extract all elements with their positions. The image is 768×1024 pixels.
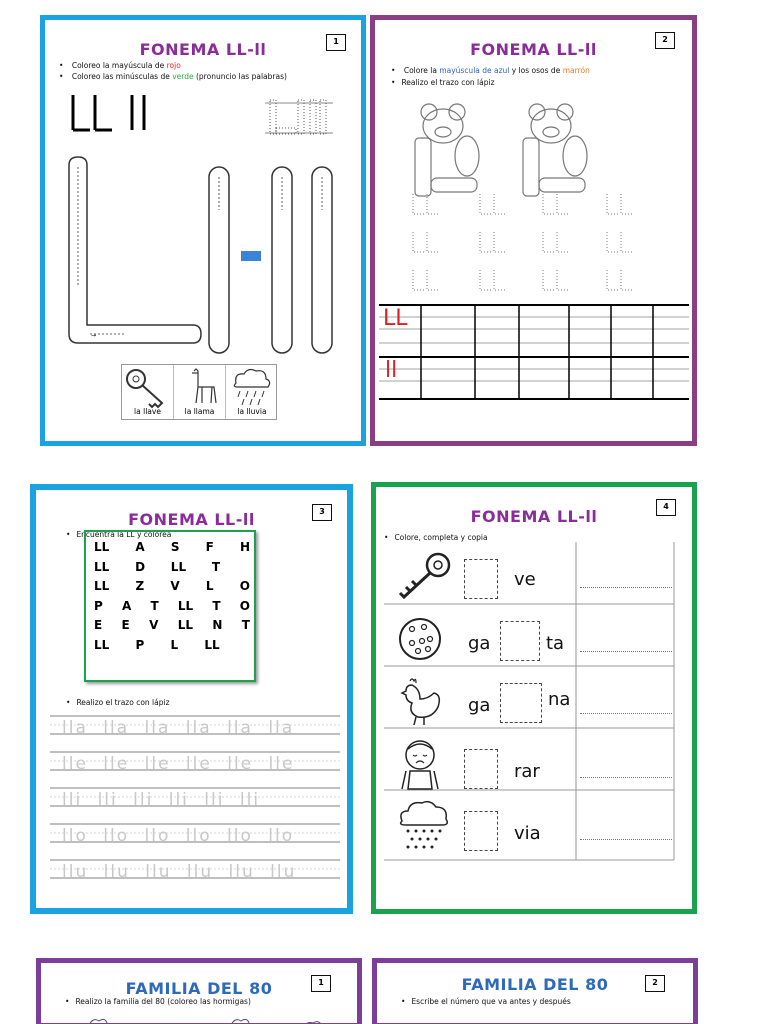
picture-label: la lluvia bbox=[237, 407, 267, 416]
picture-label: la llama bbox=[184, 407, 215, 416]
llama-icon bbox=[174, 365, 226, 409]
answer-box[interactable] bbox=[464, 749, 498, 789]
syllable-pre: ga bbox=[468, 695, 491, 716]
page-number: 1 bbox=[311, 975, 331, 992]
cookie-icon bbox=[398, 615, 448, 665]
copy-line[interactable] bbox=[580, 713, 672, 714]
key-icon bbox=[394, 553, 454, 603]
outline-capital-l bbox=[69, 157, 201, 343]
worksheet-card-5 bbox=[36, 958, 362, 1024]
word-search-row: P A T LL T O bbox=[94, 598, 250, 613]
instruction-1: • Coloreo la mayúscula de rojo bbox=[59, 61, 181, 70]
trace-row: lli lli lli lli lli lli bbox=[62, 790, 261, 810]
instruction-1: • Colore la mayúscula de azul y los osos de marrón bbox=[391, 66, 590, 75]
instruction-2: • Realizo el trazo con lápiz bbox=[391, 78, 495, 87]
ants-illustration bbox=[41, 1013, 357, 1024]
worksheet-card-1 bbox=[40, 15, 366, 446]
letter-ll-glyph bbox=[73, 95, 144, 130]
crying-boy-icon bbox=[398, 737, 448, 793]
worksheet-card-4 bbox=[371, 482, 697, 914]
syllable-post: ta bbox=[546, 633, 565, 654]
svg-text:→: → bbox=[91, 332, 97, 339]
picture-strip bbox=[121, 364, 277, 420]
syllable-post: rar bbox=[514, 761, 540, 782]
word-search-row: LL A S F H bbox=[94, 540, 250, 554]
number-boxes bbox=[377, 1017, 693, 1024]
syllable-post: via bbox=[514, 823, 541, 844]
instruction-2: • Realizo el trazo con lápiz bbox=[66, 698, 170, 707]
word-search-grid bbox=[84, 530, 256, 682]
picture-llama bbox=[174, 365, 226, 419]
copy-line[interactable] bbox=[580, 651, 672, 652]
page-number: 1 bbox=[326, 34, 346, 51]
grid-label-uppercase: LL bbox=[383, 306, 408, 331]
copy-line[interactable] bbox=[580, 839, 672, 840]
trace-row: lla lla lla lla lla lla bbox=[62, 718, 295, 738]
rain-cloud-icon bbox=[396, 799, 452, 855]
answer-box[interactable] bbox=[500, 683, 542, 723]
page-number: 3 bbox=[312, 504, 332, 521]
picture-rain bbox=[226, 365, 278, 419]
word-search-row: LL D LL T bbox=[94, 559, 221, 574]
hyphen-mark bbox=[241, 251, 261, 261]
trace-row: llo llo llo llo llo llo bbox=[62, 826, 295, 846]
bear-icon bbox=[415, 104, 479, 196]
syllable-pre: ga bbox=[468, 633, 491, 654]
picture-label: la llave bbox=[134, 407, 161, 416]
word-search-row: LL Z V L O bbox=[94, 579, 250, 593]
bear-icon bbox=[523, 104, 587, 196]
answer-box[interactable] bbox=[500, 621, 540, 661]
answer-box[interactable] bbox=[464, 559, 498, 599]
word-search-row: E E V LL N T bbox=[94, 618, 250, 632]
card-title: FONEMA LL-ll bbox=[470, 507, 598, 526]
syllable-post: ve bbox=[514, 569, 536, 590]
outline-lowercase-l bbox=[209, 167, 332, 353]
page-number: 2 bbox=[645, 975, 665, 992]
card-title: FONEMA LL-ll bbox=[139, 40, 267, 59]
syllable-post: na bbox=[548, 689, 571, 710]
instruction-2: • Coloreo las minúsculas de verde (pronuncio las palabras) bbox=[59, 72, 287, 81]
worksheet-card-3 bbox=[30, 484, 353, 914]
grid-label-lowercase: ll bbox=[385, 358, 398, 383]
instruction-1: • Escribe el número que va antes y después bbox=[401, 997, 571, 1006]
dotted-ll-tracing bbox=[375, 192, 695, 302]
instruction-1: • Colore, completa y copia bbox=[384, 533, 488, 542]
card-title: FONEMA LL-ll bbox=[128, 510, 255, 529]
key-icon bbox=[122, 365, 174, 409]
picture-key bbox=[122, 365, 174, 419]
rain-cloud-icon bbox=[226, 365, 278, 409]
copy-line[interactable] bbox=[580, 777, 672, 778]
card-title: FAMILIA DEL 80 bbox=[125, 979, 273, 998]
worksheet-card-6 bbox=[372, 958, 698, 1024]
letters-illustration bbox=[45, 85, 361, 385]
instruction-1: • Encuentra la LL y colorea bbox=[66, 530, 171, 539]
trace-row: lle lle lle lle lle lle bbox=[62, 754, 295, 774]
page-number: 4 bbox=[656, 499, 676, 516]
trace-row: llu llu llu llu llu llu bbox=[62, 862, 297, 882]
page-number: 2 bbox=[655, 32, 675, 49]
word-search-row: LL P L LL bbox=[94, 637, 220, 652]
copy-line[interactable] bbox=[580, 587, 672, 588]
card-title: FONEMA LL-ll bbox=[470, 40, 597, 59]
worksheet-card-2 bbox=[370, 15, 697, 446]
dotted-letters bbox=[265, 100, 333, 134]
card-title: FAMILIA DEL 80 bbox=[461, 975, 609, 994]
instruction-1: • Realizo la familia del 80 (coloreo las hormigas) bbox=[65, 997, 251, 1006]
answer-box[interactable] bbox=[464, 811, 498, 851]
writing-grid bbox=[379, 303, 697, 403]
hen-icon bbox=[398, 677, 448, 729]
